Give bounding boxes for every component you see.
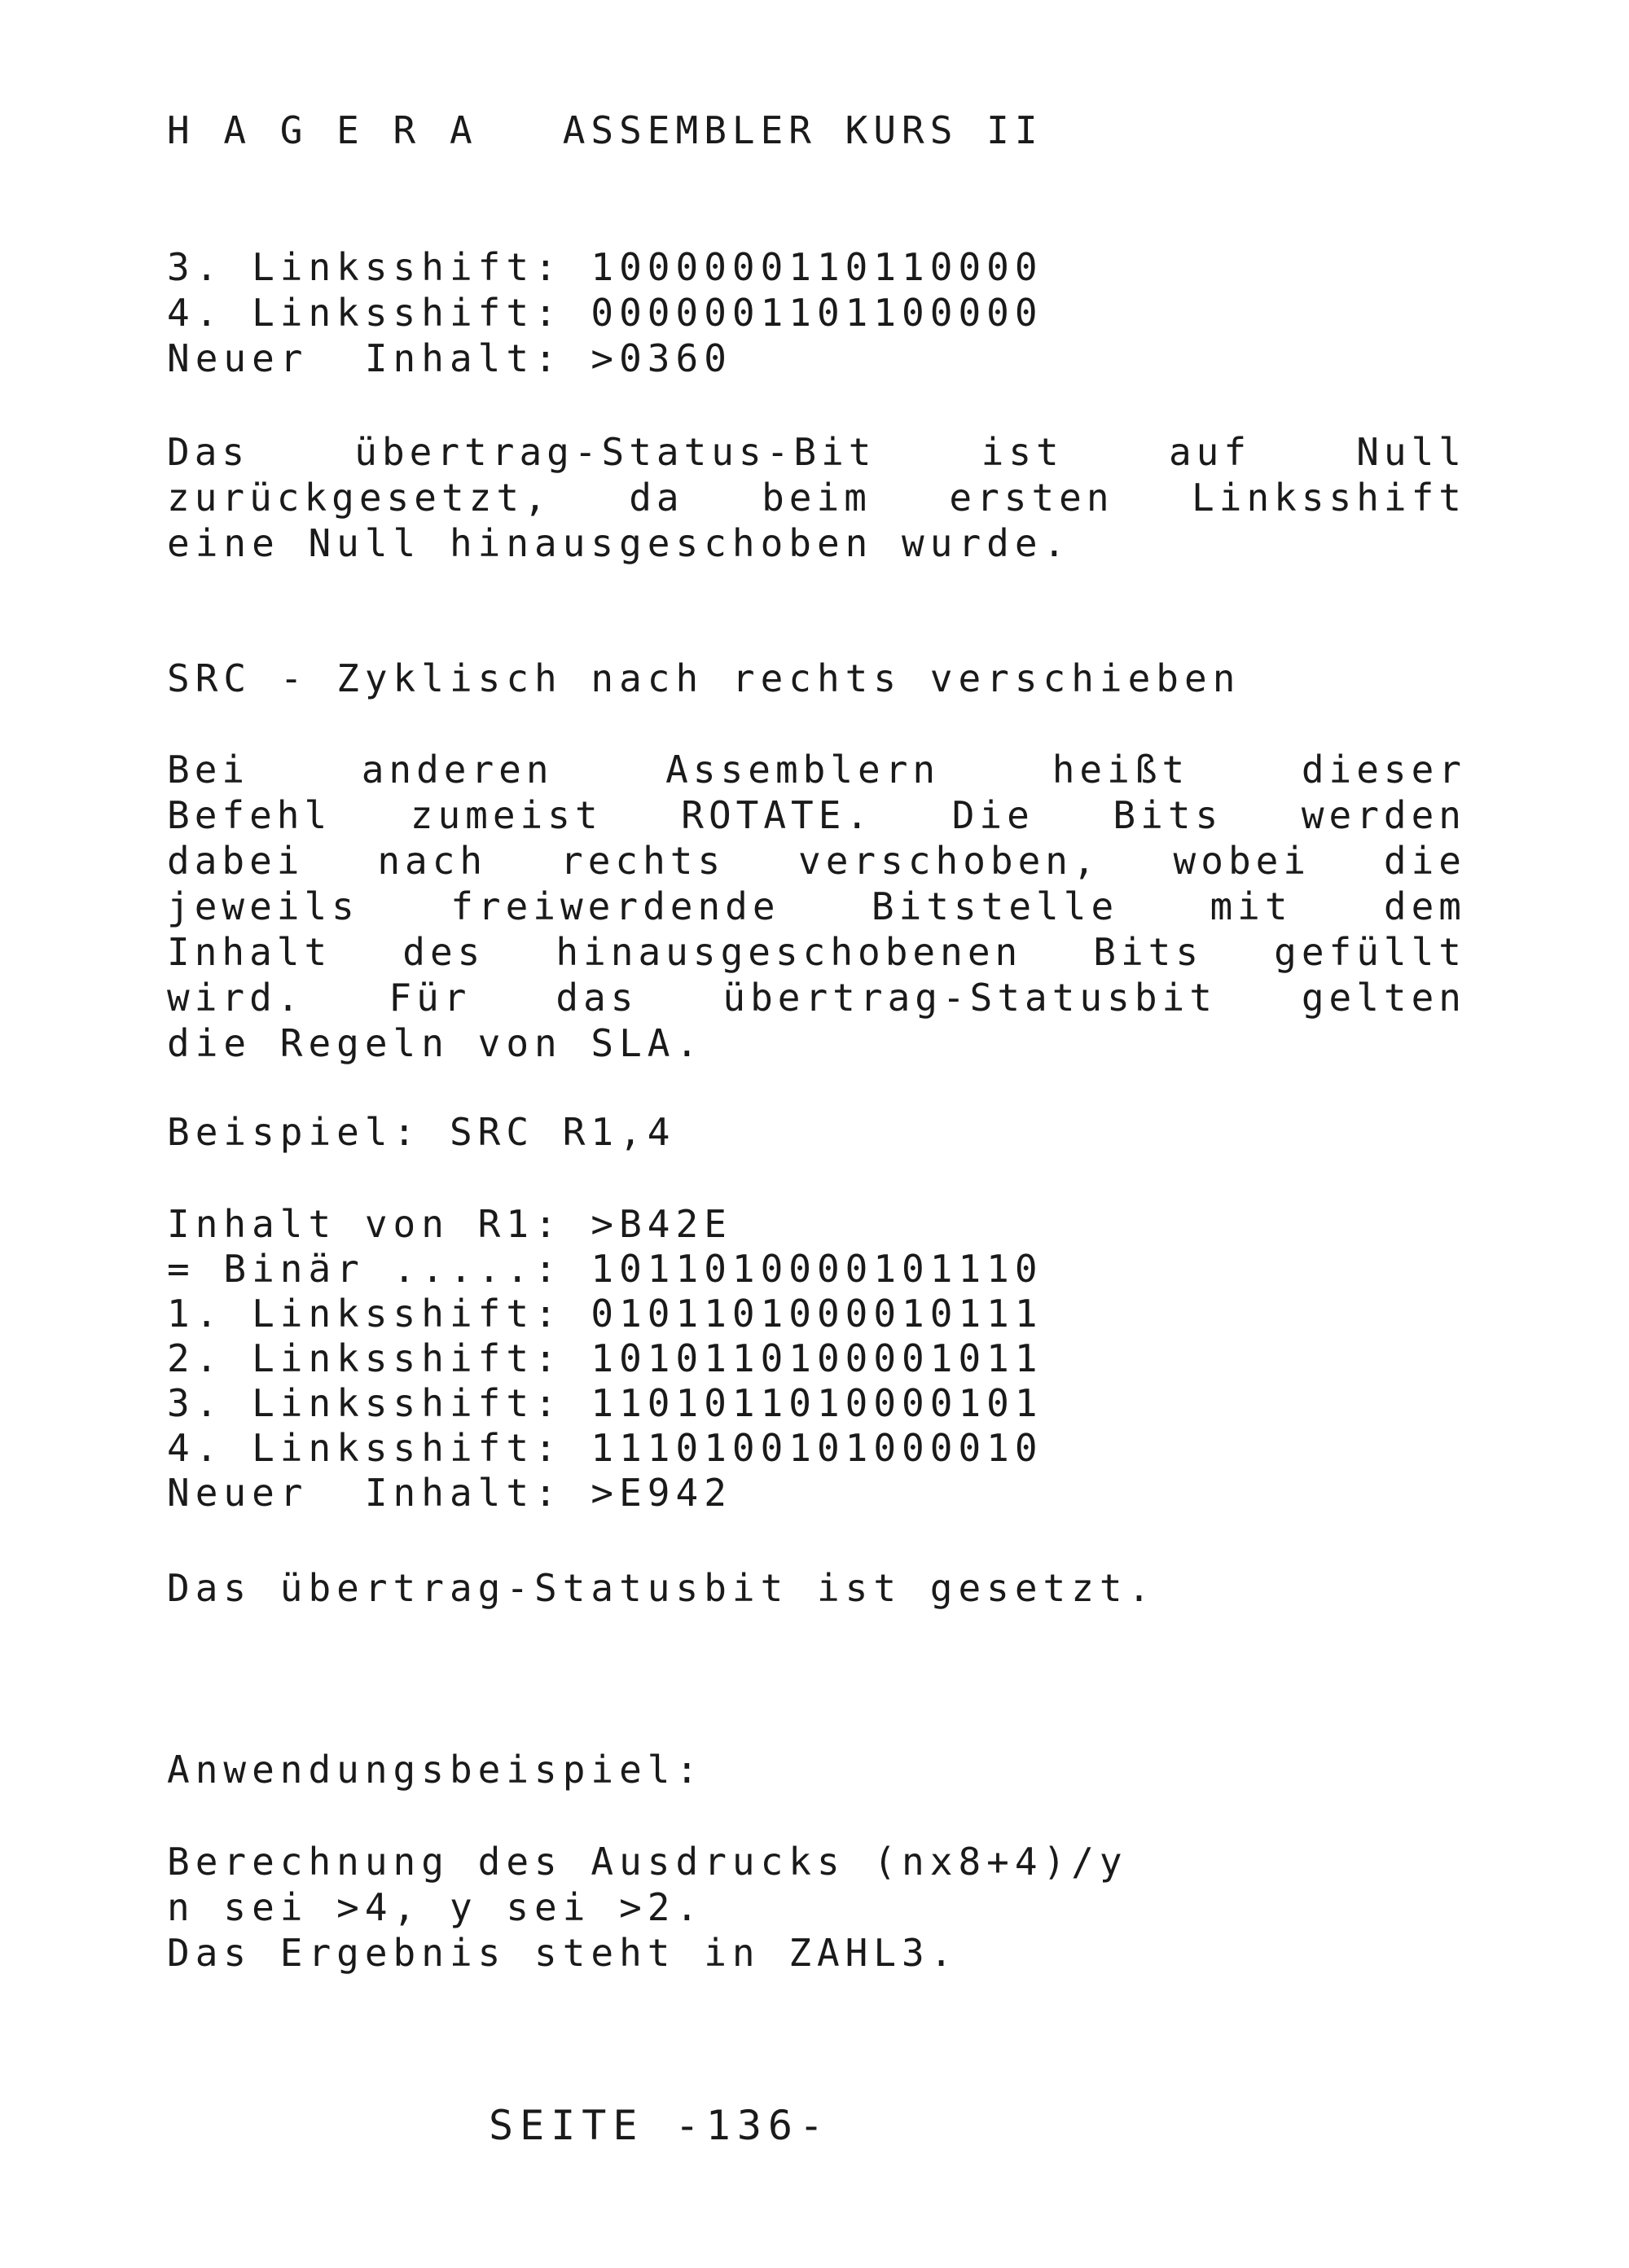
section-title: SRC - Zyklisch nach rechts verschieben bbox=[167, 656, 1241, 700]
new-content-line: Neuer Inhalt: >0360 bbox=[167, 336, 732, 380]
example-label: Beispiel: SRC R1,4 bbox=[167, 1110, 676, 1154]
shift-line: 1. Linksshift: 0101101000010111 bbox=[167, 1292, 1043, 1336]
paragraph-line: die Regeln von SLA. bbox=[167, 1021, 705, 1065]
application-label: Anwendungsbeispiel: bbox=[167, 1748, 705, 1792]
page-header: H A G E R A ASSEMBLER KURS II bbox=[167, 108, 1043, 152]
application-line: n sei >4, y sei >2. bbox=[167, 1885, 705, 1929]
shift-line: 3. Linksshift: 1000000110110000 bbox=[167, 245, 1043, 289]
paragraph-line: zurückgesetzt, da beim ersten Linksshift bbox=[167, 476, 1466, 520]
new-content-line: Neuer Inhalt: >E942 bbox=[167, 1471, 732, 1515]
shift-line: 2. Linksshift: 1010110100001011 bbox=[167, 1336, 1043, 1380]
paragraph-line: jeweils freiwerdende Bitstelle mit dem bbox=[167, 884, 1466, 928]
paragraph-line: Bei anderen Assemblern heißt dieser bbox=[167, 748, 1466, 792]
shift-line: 4. Linksshift: 0000001101100000 bbox=[167, 291, 1043, 335]
paragraph-line: Inhalt des hinausgeschobenen Bits gefüllt bbox=[167, 930, 1466, 974]
application-line: Das Ergebnis steht in ZAHL3. bbox=[167, 1931, 959, 1975]
application-line: Berechnung des Ausdrucks (nx8+4)/y bbox=[167, 1840, 1128, 1884]
status-note: Das übertrag-Statusbit ist gesetzt. bbox=[167, 1566, 1157, 1610]
shift-line: = Binär .....: 1011010000101110 bbox=[167, 1247, 1043, 1291]
shift-line: Inhalt von R1: >B42E bbox=[167, 1202, 732, 1246]
paragraph-line: Befehl zumeist ROTATE. Die Bits werden bbox=[167, 793, 1466, 837]
paragraph-line: dabei nach rechts verschoben, wobei die bbox=[167, 839, 1466, 883]
paragraph-line: Das übertrag-Status-Bit ist auf Null bbox=[167, 430, 1466, 474]
shift-line: 4. Linksshift: 1110100101000010 bbox=[167, 1426, 1043, 1470]
page-footer: SEITE -136- bbox=[489, 2102, 831, 2149]
paragraph-line: wird. Für das übertrag-Statusbit gelten bbox=[167, 976, 1466, 1020]
paragraph-line: eine Null hinausgeschoben wurde. bbox=[167, 521, 1072, 565]
shift-line: 3. Linksshift: 1101011010000101 bbox=[167, 1381, 1043, 1425]
